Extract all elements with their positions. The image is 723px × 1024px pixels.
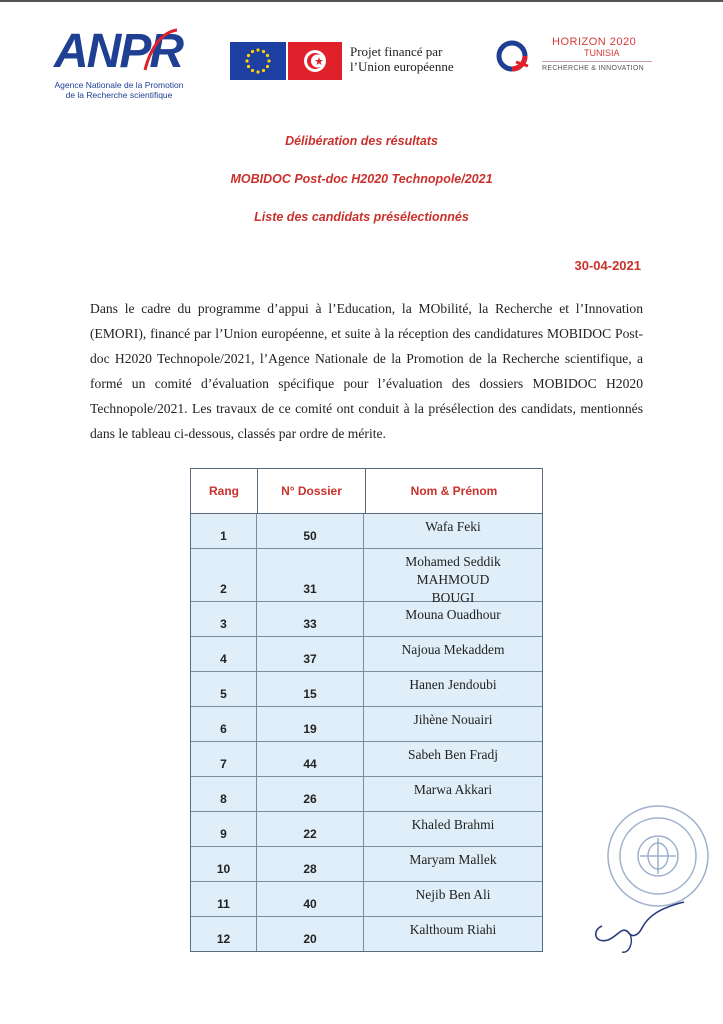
cell-name: Marwa Akkari [413,782,493,797]
table-row [191,917,542,951]
cell-name: Mohamed Seddik MAHMOUD BOUGI [405,554,501,605]
signature-icon [588,878,698,958]
document-date: 30-04-2021 [574,258,641,273]
cell-dossier: 28 [257,847,364,881]
table-body [191,514,542,951]
cell-dossier: 50 [257,514,364,548]
cell-name: Khaled Brahmi [411,817,495,832]
table-header [191,469,542,514]
cell-rank: 5 [191,672,257,706]
flags [230,42,342,80]
top-rule [0,0,723,2]
table-row [191,602,542,637]
cell-name: Najoua Mekaddem [401,642,505,657]
funding-line2: l’Union européenne [350,59,454,74]
anpr-swoosh-icon [141,26,181,76]
table-row [191,847,542,882]
horizon-ring-icon [494,36,534,76]
horizon-subtitle: RECHERCHE & INNOVATION [542,65,645,72]
cell-rank: 12 [191,917,257,951]
results-table [190,468,543,952]
table-row [191,882,542,917]
anpr-subtitle-line1: Agence Nationale de la Promotion [54,80,184,90]
horizon-country: TUNISIA [584,48,620,58]
anpr-subtitle-line2: de la Recherche scientifique [65,90,173,100]
table-row [191,672,542,707]
cell-name: Maryam Mallek [409,852,497,867]
table-row [191,549,542,605]
cell-name: Nejib Ben Ali [415,887,491,902]
cell-rank: 7 [191,742,257,776]
cell-name: Sabeh Ben Fradj [408,747,498,762]
funding-text [350,44,470,74]
anpr-logo-text: ANPR [54,25,183,78]
funding-line1: Projet financé par [350,44,443,59]
table-row [191,742,542,777]
title-program: MOBIDOC Post-doc H2020 Technopole/2021 [230,172,493,186]
table-row [191,812,542,847]
cell-dossier: 26 [257,777,364,811]
cell-dossier: 37 [257,637,364,671]
cell-dossier: 40 [257,882,364,916]
anpr-logo [44,24,194,104]
cell-rank: 3 [191,602,257,636]
horizon-divider [542,61,652,62]
table-row [191,514,542,549]
cell-name: Mouna Ouadhour [405,607,501,622]
header-dossier: N° Dossier [258,469,366,513]
cell-name: Wafa Feki [425,519,481,534]
cell-dossier: 15 [257,672,364,706]
title-deliberation: Délibération des résultats [285,134,438,148]
table-row [191,637,542,672]
cell-dossier: 22 [257,812,364,846]
anpr-subtitle [44,80,194,100]
table-row [191,707,542,742]
cell-name: Kalthoum Riahi [409,922,497,937]
horizon-title: HORIZON 2020 [552,36,637,48]
cell-dossier: 44 [257,742,364,776]
cell-rank: 9 [191,812,257,846]
header-rank: Rang [191,469,258,513]
horizon-2020-logo [494,36,654,80]
cell-dossier: 20 [257,917,364,951]
cell-dossier: 31 [257,549,364,601]
header-name: Nom & Prénom [410,484,498,498]
title-list: Liste des candidats présélectionnés [254,210,469,224]
eu-flag-icon [230,42,286,80]
tunisia-flag-icon [288,42,342,80]
cell-rank: 11 [191,882,257,916]
intro-paragraph: Dans le cadre du programme d’appui à l’Education, la MObilité, la Recherche et l’Innovation (EMORI), financé par l’Union européenne, et suite à la réception des candidatures MOBIDOC Post-doc H2020 Technopole/2021, l’Agence Nationale de la Promotion de la Recherche scientifique, a formé un comité d’évaluation spécifique pour l’évaluation des dossiers MOBIDOC H2020 Technopole/2021. Les travaux de ce comité ont conduit à la présélection des candidats, mentionnés dans le tableau ci-dessous, classés par ordre de mérite. [90,301,643,441]
cell-name: Jihène Nouairi [413,712,493,727]
cell-rank: 1 [191,514,257,548]
table-row [191,777,542,812]
cell-rank: 10 [191,847,257,881]
cell-rank: 2 [191,549,257,601]
cell-name: Hanen Jendoubi [409,677,497,692]
cell-rank: 4 [191,637,257,671]
cell-rank: 8 [191,777,257,811]
cell-dossier: 33 [257,602,364,636]
cell-rank: 6 [191,707,257,741]
cell-dossier: 19 [257,707,364,741]
